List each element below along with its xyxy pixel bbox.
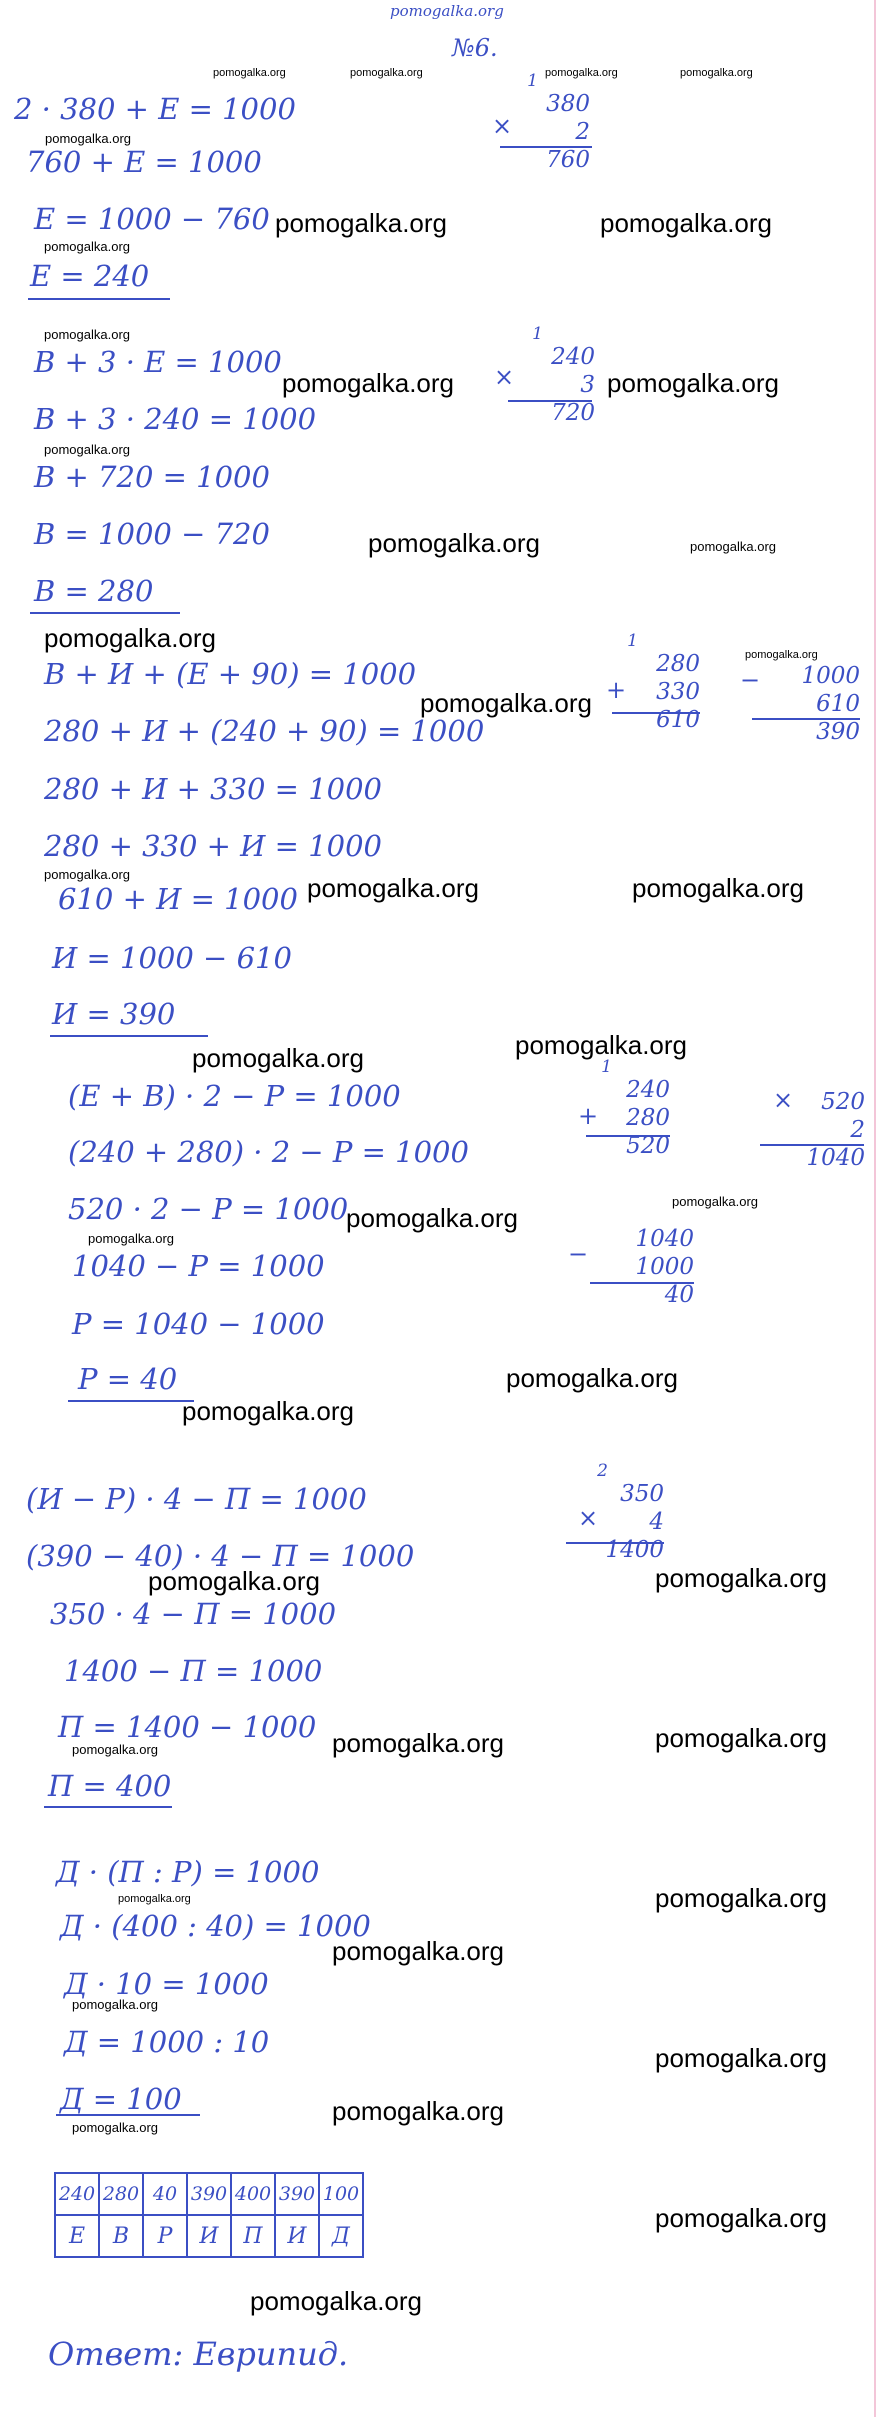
equation-line: 760 + E = 1000 xyxy=(26,145,262,179)
watermark: pomogalka.org xyxy=(600,208,772,238)
watermark: pomogalka.org xyxy=(632,873,804,903)
watermark: pomogalka.org xyxy=(515,1030,687,1060)
table-cell: 390 xyxy=(187,2173,231,2215)
column-subtraction: 1000 610 390 xyxy=(801,663,860,745)
watermark: pomogalka.org xyxy=(307,873,479,903)
equation-line: (240 + 280) · 2 − Р = 1000 xyxy=(68,1135,469,1169)
result-underline xyxy=(30,612,180,614)
watermark: pomogalka.org xyxy=(745,649,818,661)
watermark: pomogalka.org xyxy=(118,1893,191,1905)
table-cell: В xyxy=(99,2215,143,2257)
watermark: pomogalka.org xyxy=(192,1043,364,1073)
table-cell: Д xyxy=(319,2215,363,2257)
column-multiplication: 520 2 1040 xyxy=(806,1089,865,1171)
equation-line: В + 3 · E = 1000 xyxy=(34,345,282,379)
watermark: pomogalka.org xyxy=(346,1203,518,1233)
table-row xyxy=(55,2173,363,2215)
column-line xyxy=(752,718,860,720)
table-cell: И xyxy=(187,2215,231,2257)
watermark: pomogalka.org xyxy=(213,67,286,79)
equation-line: 280 + И + 330 = 1000 xyxy=(44,772,383,806)
watermark: pomogalka.org xyxy=(275,208,447,238)
equation-line: 1400 − П = 1000 xyxy=(64,1654,323,1688)
watermark: pomogalka.org xyxy=(655,1563,827,1593)
watermark: pomogalka.org xyxy=(655,1723,827,1753)
equation-line: В + 3 · 240 = 1000 xyxy=(34,402,317,436)
watermark: pomogalka.org xyxy=(690,539,776,554)
table-cell: 40 xyxy=(143,2173,187,2215)
operator: + xyxy=(578,1102,599,1130)
result-underline xyxy=(56,2114,200,2116)
watermark: pomogalka.org xyxy=(250,2286,422,2316)
table-cell: Р xyxy=(143,2215,187,2257)
column-addition: 1 280 330 610 xyxy=(627,631,700,733)
equation-line: 1040 − Р = 1000 xyxy=(72,1249,325,1283)
equation-line: В + И + (E + 90) = 1000 xyxy=(44,657,417,691)
watermark: pomogalka.org xyxy=(44,867,130,882)
table-cell: И xyxy=(275,2215,319,2257)
watermark: pomogalka.org xyxy=(282,368,454,398)
watermark: pomogalka.org xyxy=(72,1742,158,1757)
answer-table xyxy=(54,2172,364,2258)
equation-line: 280 + 330 + И = 1000 xyxy=(44,829,383,863)
equation-line: Д = 1000 : 10 xyxy=(64,2025,270,2059)
equation-line: В + 720 = 1000 xyxy=(34,460,270,494)
column-line xyxy=(508,400,592,402)
watermark: pomogalka.org xyxy=(44,442,130,457)
table-cell: 390 xyxy=(275,2173,319,2215)
column-line xyxy=(590,1282,694,1284)
watermark: pomogalka.org xyxy=(655,1883,827,1913)
column-line xyxy=(760,1144,864,1146)
watermark: pomogalka.org xyxy=(420,688,592,718)
equation-line: 2 · 380 + E = 1000 xyxy=(14,92,296,126)
equation-line: 610 + И = 1000 xyxy=(58,882,298,916)
result-underline xyxy=(28,298,170,300)
watermark: pomogalka.org xyxy=(44,239,130,254)
operator: − xyxy=(740,666,761,694)
watermark: pomogalka.org xyxy=(655,2203,827,2233)
operator: × xyxy=(492,112,513,140)
operator: + xyxy=(606,676,627,704)
equation-line: Д · (400 : 40) = 1000 xyxy=(60,1909,371,1943)
equation-line: E = 1000 − 760 xyxy=(34,202,270,236)
watermark: pomogalka.org xyxy=(680,67,753,79)
column-line xyxy=(612,712,700,714)
equation-line: (390 − 40) · 4 − П = 1000 xyxy=(26,1539,415,1573)
equation-line: И = 1000 − 610 xyxy=(52,941,292,975)
table-cell: Е xyxy=(55,2215,99,2257)
watermark: pomogalka.org xyxy=(332,1936,504,1966)
result-underline xyxy=(44,1806,172,1808)
watermark: pomogalka.org xyxy=(72,2120,158,2135)
equation-line: 280 + И + (240 + 90) = 1000 xyxy=(44,714,485,748)
equation-result: В = 280 xyxy=(34,574,154,608)
watermark: pomogalka.org xyxy=(672,1194,758,1209)
watermark: pomogalka.org xyxy=(44,623,216,653)
operator: × xyxy=(578,1504,599,1532)
result-underline xyxy=(68,1400,194,1402)
watermark: pomogalka.org xyxy=(44,327,130,342)
equation-line: П = 1400 − 1000 xyxy=(58,1710,317,1744)
equation-line: Р = 1040 − 1000 xyxy=(72,1307,325,1341)
watermark: pomogalka.org xyxy=(655,2043,827,2073)
watermark: pomogalka.org xyxy=(332,1728,504,1758)
margin-line xyxy=(874,0,876,2417)
column-subtraction: 1040 1000 40 xyxy=(635,1226,694,1308)
operator: × xyxy=(494,363,515,391)
column-multiplication: 2 350 4 1400 xyxy=(597,1461,664,1563)
column-multiplication: 1 380 2 760 xyxy=(527,71,590,173)
watermark: pomogalka.org xyxy=(506,1363,678,1393)
table-cell: 280 xyxy=(99,2173,143,2215)
equation-result: И = 390 xyxy=(52,997,176,1031)
final-answer: Ответ: Еврипид. xyxy=(48,2335,349,2373)
equation-line: В = 1000 − 720 xyxy=(34,517,270,551)
task-number: №6. xyxy=(452,34,498,62)
operator: − xyxy=(568,1240,589,1268)
column-multiplication: 1 240 3 720 xyxy=(532,324,595,426)
watermark: pomogalka.org xyxy=(88,1231,174,1246)
equation-line: (E + В) · 2 − Р = 1000 xyxy=(68,1079,401,1113)
equation-result: E = 240 xyxy=(30,259,150,293)
table-cell: 100 xyxy=(319,2173,363,2215)
column-line xyxy=(500,146,592,148)
table-cell: 400 xyxy=(231,2173,275,2215)
watermark: pomogalka.org xyxy=(332,2096,504,2126)
watermark: pomogalka.org xyxy=(72,1997,158,2012)
column-line xyxy=(586,1135,670,1137)
watermark: pomogalka.org xyxy=(545,67,618,79)
header-site: pomogalka.org xyxy=(390,2,504,20)
equation-line: 350 · 4 − П = 1000 xyxy=(50,1597,337,1631)
equation-result: П = 400 xyxy=(48,1769,172,1803)
table-row xyxy=(55,2215,363,2257)
equation-line: 520 · 2 − Р = 1000 xyxy=(68,1192,349,1226)
operator: × xyxy=(773,1086,794,1114)
watermark: pomogalka.org xyxy=(350,67,423,79)
column-addition: 1 240 280 520 xyxy=(601,1057,670,1159)
equation-line: (И − Р) · 4 − П = 1000 xyxy=(26,1482,367,1516)
table-cell: П xyxy=(231,2215,275,2257)
watermark: pomogalka.org xyxy=(607,368,779,398)
result-underline xyxy=(50,1035,208,1037)
watermark: pomogalka.org xyxy=(368,528,540,558)
watermark: pomogalka.org xyxy=(182,1396,354,1426)
equation-line: Д · (П : Р) = 1000 xyxy=(56,1855,320,1889)
equation-line: Д · 10 = 1000 xyxy=(64,1967,269,2001)
table-cell: 240 xyxy=(55,2173,99,2215)
equation-result: Р = 40 xyxy=(78,1362,178,1396)
column-line xyxy=(566,1542,664,1544)
equation-result: Д = 100 xyxy=(60,2082,182,2116)
watermark: pomogalka.org xyxy=(148,1566,320,1596)
watermark: pomogalka.org xyxy=(45,131,131,146)
